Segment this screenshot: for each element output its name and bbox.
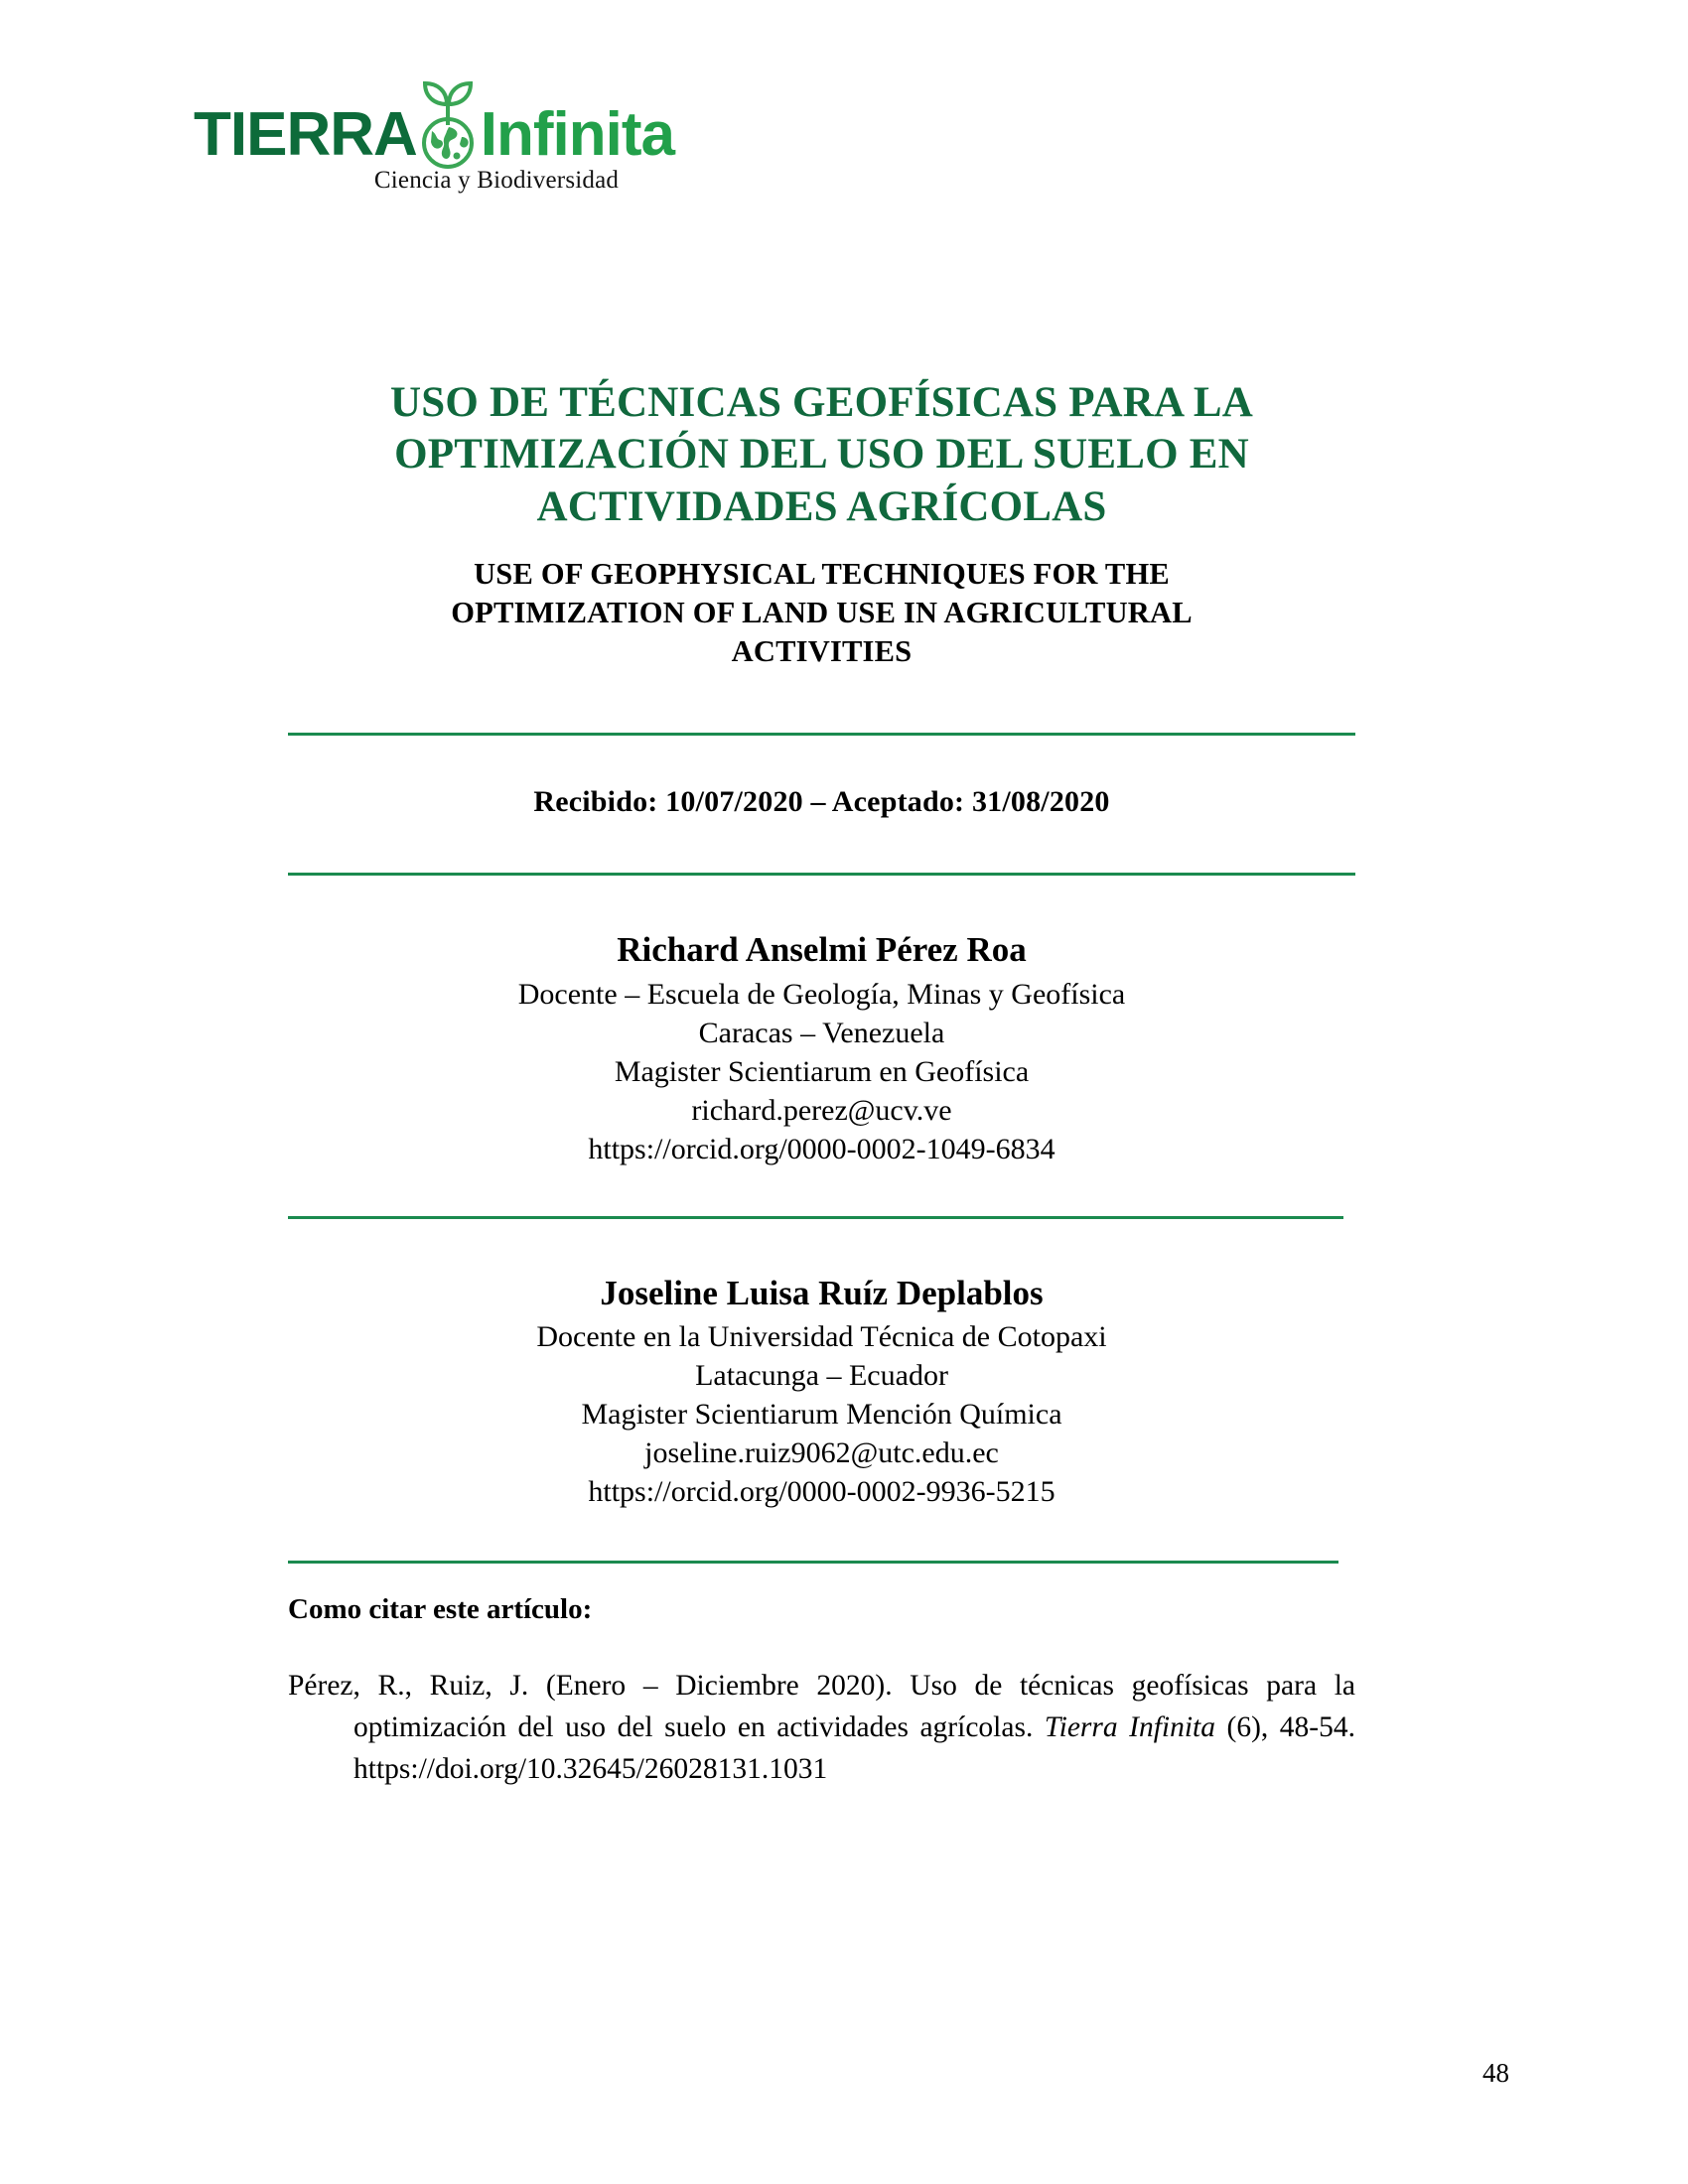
author-affiliation: Docente – Escuela de Geología, Minas y Geofísica bbox=[517, 977, 1126, 1011]
author-name: Richard Anselmi Pérez Roa bbox=[617, 930, 1027, 970]
logo-word-tierra: TIERRA bbox=[194, 100, 417, 170]
author-location: Caracas – Venezuela bbox=[698, 1016, 945, 1049]
globe-sprout-icon bbox=[411, 73, 485, 169]
divider-below-dates bbox=[288, 873, 1355, 876]
citation-heading: Como citar este artículo: bbox=[288, 1593, 593, 1626]
title-en-line-1: USE OF GEOPHYSICAL TECHNIQUES FOR THE bbox=[474, 557, 1170, 592]
journal-masthead bbox=[194, 79, 710, 228]
article-header bbox=[288, 377, 1355, 1791]
author-affiliation: Docente en la Universidad Técnica de Cotopaxi bbox=[536, 1320, 1107, 1354]
citation-part-2[interactable]: (6), 48-54. https://doi.org/10.32645/26028131.1031 bbox=[353, 1711, 1355, 1786]
author-orcid-link[interactable]: https://orcid.org/0000-0002-1049-6834 bbox=[588, 1132, 1055, 1165]
author-email[interactable]: joseline.ruiz9062@utc.edu.ec bbox=[644, 1436, 999, 1470]
author-block-1 bbox=[288, 927, 1355, 1168]
divider-above-citation bbox=[288, 1561, 1338, 1564]
author-location: Latacunga – Ecuador bbox=[695, 1359, 948, 1393]
author-name: Joseline Luisa Ruíz Deplablos bbox=[600, 1273, 1044, 1312]
title-es-line-2: OPTIMIZACIÓN DEL USO DEL SUELO EN bbox=[394, 431, 1249, 478]
title-es-line-1: USO DE TÉCNICAS GEOFÍSICAS PARA LA bbox=[390, 379, 1253, 426]
citation-text bbox=[288, 1666, 1355, 1791]
title-en-line-3: ACTIVITIES bbox=[731, 634, 913, 669]
page-number: 48 bbox=[1482, 2058, 1509, 2088]
citation-journal-name: Tierra Infinita bbox=[1044, 1711, 1215, 1744]
author-email[interactable]: richard.perez@ucv.ve bbox=[691, 1093, 952, 1127]
divider-above-dates bbox=[288, 733, 1355, 736]
page-title-english bbox=[288, 555, 1355, 671]
page-title-spanish bbox=[288, 377, 1355, 533]
logo-word-infinita: Infinita bbox=[480, 100, 674, 170]
author-degree: Magister Scientiarum en Geofísica bbox=[614, 1054, 1030, 1088]
title-en-line-2: OPTIMIZATION OF LAND USE IN AGRICULTURAL bbox=[451, 596, 1193, 630]
submission-dates: Recibido: 10/07/2020 – Aceptado: 31/08/2020 bbox=[533, 785, 1110, 819]
journal-logo bbox=[194, 79, 710, 170]
author-block-2 bbox=[288, 1271, 1355, 1512]
title-es-line-3: ACTIVIDADES AGRÍCOLAS bbox=[536, 482, 1107, 530]
divider-between-authors bbox=[288, 1216, 1343, 1219]
journal-tagline: Ciencia y Biodiversidad bbox=[373, 167, 620, 194]
citation-part-1: Pérez, R., Ruiz, J. (Enero – Diciembre 2020). Uso de técnicas geofísicas para la optimización del uso del suelo en actividades agrícolas. bbox=[288, 1670, 1355, 1744]
author-orcid-link[interactable]: https://orcid.org/0000-0002-9936-5215 bbox=[588, 1475, 1055, 1509]
author-degree: Magister Scientiarum Mención Química bbox=[581, 1398, 1062, 1432]
